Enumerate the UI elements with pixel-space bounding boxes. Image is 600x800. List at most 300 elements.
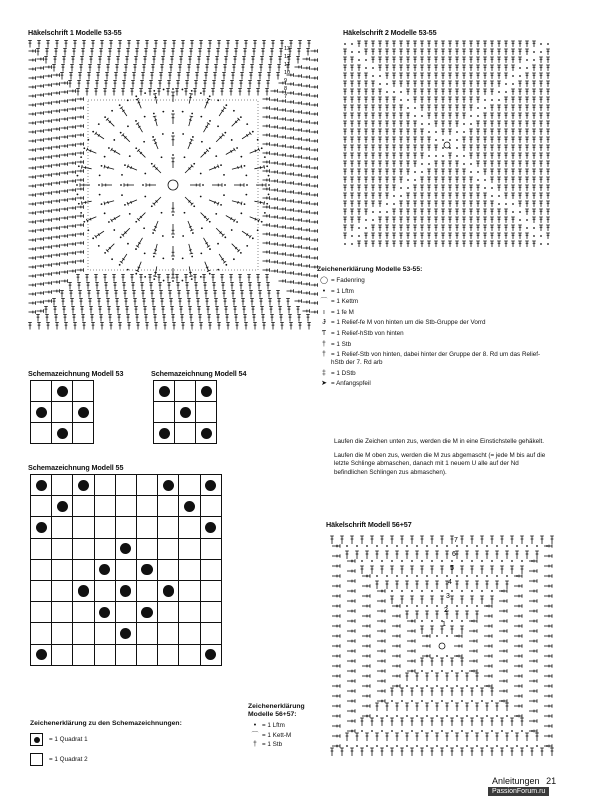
stitch-mark	[441, 225, 445, 231]
filled-dot-icon	[163, 480, 174, 491]
stitch-mark	[518, 113, 522, 119]
stitch-mark	[221, 81, 225, 88]
stitch-mark	[427, 105, 431, 111]
stitch-mark	[470, 536, 474, 544]
stitch-mark	[295, 191, 302, 195]
stitch-mark	[347, 579, 355, 583]
stitch-mark	[448, 225, 452, 231]
chain-mark	[511, 730, 513, 732]
stitch-mark	[178, 65, 182, 72]
filled-dot-icon	[36, 522, 47, 533]
stitch-mark	[483, 81, 487, 87]
stitch-mark	[413, 145, 417, 151]
stitch-mark	[380, 566, 384, 574]
stitch-mark	[254, 165, 265, 170]
stitch-mark	[546, 113, 550, 119]
stitch-mark	[69, 242, 76, 246]
chain-mark	[184, 212, 186, 214]
stitch-mark	[311, 139, 318, 143]
chain-mark	[391, 730, 393, 732]
stitch-mark	[511, 161, 515, 167]
chain-mark	[386, 83, 388, 85]
chain-mark	[416, 685, 418, 687]
legend-5657-row	[248, 722, 323, 730]
stitch-mark	[544, 704, 552, 708]
chain-mark	[358, 51, 360, 53]
stitch-mark	[357, 145, 361, 151]
stitch-mark	[395, 581, 399, 589]
stitch-mark	[109, 41, 113, 48]
chain-mark	[153, 113, 155, 115]
chain-mark	[351, 235, 353, 237]
stitch-mark	[53, 73, 60, 77]
stitch-mark	[287, 226, 294, 230]
stitch-mark	[441, 233, 445, 239]
chain-mark	[446, 655, 448, 657]
stitch-mark	[45, 164, 52, 168]
grid-cell	[73, 538, 94, 559]
stitch-mark	[69, 143, 76, 147]
stitch-mark	[61, 65, 65, 72]
schema-grid-55	[30, 474, 222, 666]
stitch-mark	[364, 169, 368, 175]
stitch-mark	[137, 149, 147, 159]
stitch-mark	[69, 233, 76, 237]
crochet-chart-1	[26, 38, 320, 332]
stitch-mark	[261, 49, 265, 56]
stitch-mark	[378, 161, 382, 167]
stitch-mark	[271, 215, 278, 219]
stitch-mark	[295, 209, 302, 213]
stitch-mark	[434, 241, 438, 247]
stitch-mark	[385, 73, 389, 79]
stitch-mark	[399, 105, 403, 111]
stitch-mark	[29, 310, 36, 314]
chain-mark	[428, 123, 430, 125]
stitch-mark	[510, 536, 514, 544]
stitch-mark	[504, 193, 508, 199]
stitch-mark	[45, 146, 52, 150]
stitch-mark	[364, 209, 368, 215]
stitch-mark	[202, 89, 206, 96]
grid-cell	[73, 623, 94, 644]
stitch-mark	[168, 73, 172, 80]
stitch-mark	[430, 658, 434, 666]
stitch-mark	[140, 283, 144, 290]
stitch-mark	[69, 206, 76, 210]
chain-mark	[521, 560, 523, 562]
stitch-mark	[413, 129, 417, 135]
chain-mark	[161, 156, 163, 158]
legend-main-row	[317, 288, 549, 296]
stitch-mark	[420, 129, 424, 135]
stitch-mark	[539, 121, 543, 127]
stitch-mark	[53, 136, 60, 140]
stitch-mark	[495, 581, 499, 589]
stitch-mark	[469, 217, 473, 223]
stitch-mark	[207, 315, 211, 322]
stitch-mark	[400, 596, 404, 604]
stitch-mark	[277, 65, 281, 72]
stitch-mark	[311, 157, 318, 161]
stitch-mark	[371, 185, 375, 191]
chain-mark	[217, 269, 219, 271]
stitch-mark	[544, 644, 552, 648]
chain-mark	[477, 107, 479, 109]
stitch-mark	[86, 283, 90, 290]
stitch-mark	[392, 113, 396, 119]
stitch-mark	[45, 49, 49, 56]
stitch-mark	[413, 73, 417, 79]
stitch-mark	[546, 137, 550, 143]
stitch-mark	[385, 551, 389, 559]
stitch-mark	[399, 153, 403, 159]
chain-mark	[431, 730, 433, 732]
schema-legend-filled: = 1 Quadrat 1	[49, 735, 88, 743]
stitch-mark	[392, 604, 400, 608]
stitch-mark	[280, 323, 284, 330]
stitch-mark	[420, 49, 424, 55]
stitch-mark	[70, 65, 74, 72]
chain-mark	[456, 545, 458, 547]
stitch-mark	[484, 644, 492, 648]
stitch-mark	[77, 187, 84, 191]
stitch-mark	[392, 185, 396, 191]
stitch-mark	[460, 536, 464, 544]
stitch-mark	[499, 669, 507, 673]
stitch-mark	[462, 185, 466, 191]
stitch-mark	[476, 225, 480, 231]
stitch-mark	[427, 169, 431, 175]
stitch-mark	[249, 73, 253, 80]
stitch-mark	[413, 201, 417, 207]
stitch-mark	[90, 315, 94, 322]
stitch-mark	[347, 599, 355, 603]
stitch-mark	[406, 233, 410, 239]
stitch-mark	[186, 291, 190, 298]
stitch-mark	[462, 97, 466, 103]
chain-mark	[245, 194, 247, 196]
stitch-mark	[420, 217, 424, 223]
stitch-mark	[392, 129, 396, 135]
stitch-mark	[450, 718, 454, 726]
stitch-mark	[248, 81, 252, 88]
chain-mark	[191, 90, 193, 92]
chain-mark	[406, 575, 408, 577]
stitch-mark	[469, 209, 473, 215]
stitch-mark	[392, 81, 396, 87]
stitch-mark	[171, 246, 175, 256]
stitch-mark	[279, 243, 286, 247]
grid-cell	[200, 538, 221, 559]
stitch-mark	[277, 299, 281, 306]
chain-mark	[411, 560, 413, 562]
chain-mark	[162, 111, 164, 113]
chain-mark	[127, 243, 129, 245]
stitch-mark	[469, 49, 473, 55]
chain-mark	[200, 116, 202, 118]
stitch-mark	[45, 315, 49, 322]
chain-mark	[516, 545, 518, 547]
stitch-mark	[484, 664, 492, 668]
stitch-mark	[420, 73, 424, 79]
chain-mark	[129, 155, 131, 157]
stitch-mark	[483, 145, 487, 151]
stitch-mark	[303, 66, 310, 70]
stitch-mark	[271, 197, 278, 201]
round-number: 7	[284, 94, 288, 100]
stitch-mark	[251, 307, 255, 314]
round-number: 3	[446, 593, 450, 600]
stitch-mark	[53, 244, 60, 248]
stitch-mark	[61, 225, 68, 229]
grid-cell	[154, 423, 175, 444]
stitch-mark	[385, 193, 389, 199]
stitch-mark	[357, 65, 361, 71]
stitch-mark	[532, 193, 536, 199]
stitch-mark	[343, 65, 347, 71]
stitch-mark	[434, 145, 438, 151]
stitch-mark	[385, 185, 389, 191]
stitch-mark	[378, 41, 382, 47]
stitch-mark	[61, 180, 68, 184]
stitch-mark	[311, 112, 318, 116]
stitch-mark	[476, 145, 480, 151]
legend-main-row	[317, 277, 549, 285]
stitch-mark	[347, 619, 355, 623]
stitch-mark	[532, 105, 536, 111]
stitch-mark	[29, 130, 36, 134]
stitch-mark	[214, 65, 218, 72]
chain-mark	[371, 730, 373, 732]
stitch-mark	[53, 127, 60, 131]
stitch-mark	[469, 649, 477, 653]
stitch-mark	[112, 275, 116, 282]
stitch-mark	[518, 121, 522, 127]
stitch-mark	[69, 179, 76, 183]
stitch-mark	[390, 718, 394, 726]
stitch-mark	[460, 718, 464, 726]
stitch-mark	[206, 307, 210, 314]
stitch-mark	[241, 230, 251, 239]
stitch-mark	[395, 733, 399, 741]
round-number: 13	[284, 46, 291, 52]
stitch-mark	[518, 81, 522, 87]
stitch-mark	[497, 65, 501, 71]
stitch-mark	[244, 41, 248, 48]
grid-cell	[179, 623, 200, 644]
stitch-mark	[279, 126, 286, 130]
chain-mark	[421, 730, 423, 732]
stitch-mark	[371, 137, 375, 143]
stitch-mark	[303, 183, 310, 187]
stitch-mark	[445, 703, 449, 711]
chain-mark	[421, 115, 423, 117]
grid-cell	[154, 402, 175, 423]
stitch-mark	[343, 217, 347, 223]
stitch-mark	[455, 177, 459, 183]
chain-mark	[209, 248, 211, 250]
stitch-mark	[476, 41, 480, 47]
chain-mark	[231, 139, 233, 141]
grid-cell	[179, 559, 200, 580]
stitch-mark	[29, 283, 36, 287]
chain-mark	[121, 194, 123, 196]
stitch-mark	[149, 81, 153, 88]
chain-mark	[470, 115, 472, 117]
stitch-mark	[350, 225, 354, 231]
stitch-mark	[497, 241, 501, 247]
stitch-mark	[377, 619, 385, 623]
stitch-mark	[365, 733, 369, 741]
stitch-mark	[188, 57, 192, 64]
stitch-mark	[77, 232, 84, 236]
stitch-mark	[343, 81, 347, 87]
stitch-mark	[434, 161, 438, 167]
stitch-mark	[295, 200, 302, 204]
stitch-mark	[539, 81, 543, 87]
stitch-mark	[378, 145, 382, 151]
stitch-mark	[350, 209, 354, 215]
stitch-mark	[303, 246, 310, 250]
stitch-mark	[250, 65, 254, 72]
stitch-mark	[480, 536, 484, 544]
stitch-mark	[544, 584, 552, 588]
stitch-mark	[287, 208, 294, 212]
chain-mark	[470, 123, 472, 125]
stitch-mark	[484, 674, 492, 678]
stitch-mark	[497, 49, 501, 55]
chain-mark	[142, 184, 144, 186]
stitch-mark	[420, 241, 424, 247]
stitch-mark	[113, 81, 117, 88]
stitch-mark	[263, 178, 270, 182]
stitch-mark	[364, 137, 368, 143]
relief-dc-group-icon: †	[322, 351, 326, 359]
stitch-mark	[441, 65, 445, 71]
stitch-mark	[413, 233, 417, 239]
chain-mark	[411, 590, 413, 592]
stitch-mark	[539, 145, 543, 151]
stitch-mark	[476, 129, 480, 135]
stitch-mark	[371, 129, 375, 135]
stitch-mark	[510, 718, 514, 726]
chain-mark	[435, 155, 437, 157]
chain-mark	[526, 745, 528, 747]
stitch-mark	[350, 161, 354, 167]
stitch-mark	[448, 241, 452, 247]
chain-mark	[104, 156, 106, 158]
stitch-mark	[287, 271, 294, 275]
stitch-mark	[420, 57, 424, 63]
stitch-mark	[29, 193, 36, 197]
chain-mark	[411, 700, 413, 702]
stitch-mark	[306, 49, 310, 56]
stitch-mark	[430, 688, 434, 696]
stitch-mark	[153, 165, 163, 175]
stitch-mark	[483, 233, 487, 239]
grid-cell	[179, 496, 200, 517]
stitch-mark	[371, 241, 375, 247]
stitch-mark	[208, 165, 219, 172]
chain-mark	[161, 212, 163, 214]
stitch-mark	[279, 189, 286, 193]
stitch-mark	[392, 654, 400, 658]
grid-cell	[158, 644, 179, 665]
stitch-mark	[455, 97, 459, 103]
stitch-mark	[385, 169, 389, 175]
stitch-mark	[287, 181, 294, 185]
stitch-mark	[29, 265, 36, 269]
chain-mark	[400, 91, 402, 93]
stitch-mark	[143, 57, 147, 64]
stitch-mark	[532, 97, 536, 103]
chain-mark	[540, 243, 542, 245]
stitch-mark	[483, 73, 487, 79]
stitch-mark	[532, 177, 536, 183]
notes	[334, 438, 546, 483]
stitch-mark	[546, 57, 550, 63]
stitch-mark	[77, 115, 84, 119]
stitch-mark	[45, 200, 52, 204]
stitch-mark	[448, 49, 452, 55]
chain-mark	[233, 110, 235, 112]
schema-legend	[30, 720, 250, 769]
stitch-mark	[462, 137, 466, 143]
chain-mark	[371, 560, 373, 562]
chain-mark	[506, 715, 508, 717]
stitch-mark	[79, 65, 83, 72]
stitch-mark	[160, 65, 164, 72]
chain-mark	[182, 235, 184, 237]
chain-mark	[435, 131, 437, 133]
stitch-mark	[476, 185, 480, 191]
grid-cell	[52, 423, 73, 444]
stitch-mark	[448, 161, 452, 167]
chain-mark	[386, 745, 388, 747]
grid-cell	[52, 623, 73, 644]
stitch-mark	[303, 120, 310, 124]
stitch-mark	[490, 73, 494, 79]
stitch-mark	[514, 584, 522, 588]
legend-main-text: = Anfangspfeil	[331, 380, 371, 388]
stitch-mark	[518, 41, 522, 47]
stitch-mark	[69, 224, 76, 228]
stitch-mark	[497, 153, 501, 159]
stitch-mark	[462, 145, 466, 151]
stitch-mark	[469, 233, 473, 239]
stitch-mark	[422, 644, 430, 648]
stitch-mark	[434, 169, 438, 175]
round-number: 6	[452, 551, 456, 558]
stitch-mark	[441, 161, 445, 167]
start-arrow-icon: ➤	[321, 380, 327, 388]
chain-mark	[463, 155, 465, 157]
stitch-mark	[150, 291, 154, 298]
stitch-mark	[86, 148, 97, 155]
chain-mark	[526, 59, 528, 61]
stitch-mark	[546, 105, 550, 111]
stitch-mark	[343, 233, 347, 239]
stitch-mark	[395, 551, 399, 559]
stitch-mark	[362, 584, 370, 588]
stitch-mark	[29, 292, 36, 296]
stitch-mark	[499, 589, 507, 593]
stitch-mark	[261, 315, 265, 322]
stitch-mark	[490, 225, 494, 231]
chain-mark	[396, 715, 398, 717]
stitch-mark	[104, 283, 108, 290]
